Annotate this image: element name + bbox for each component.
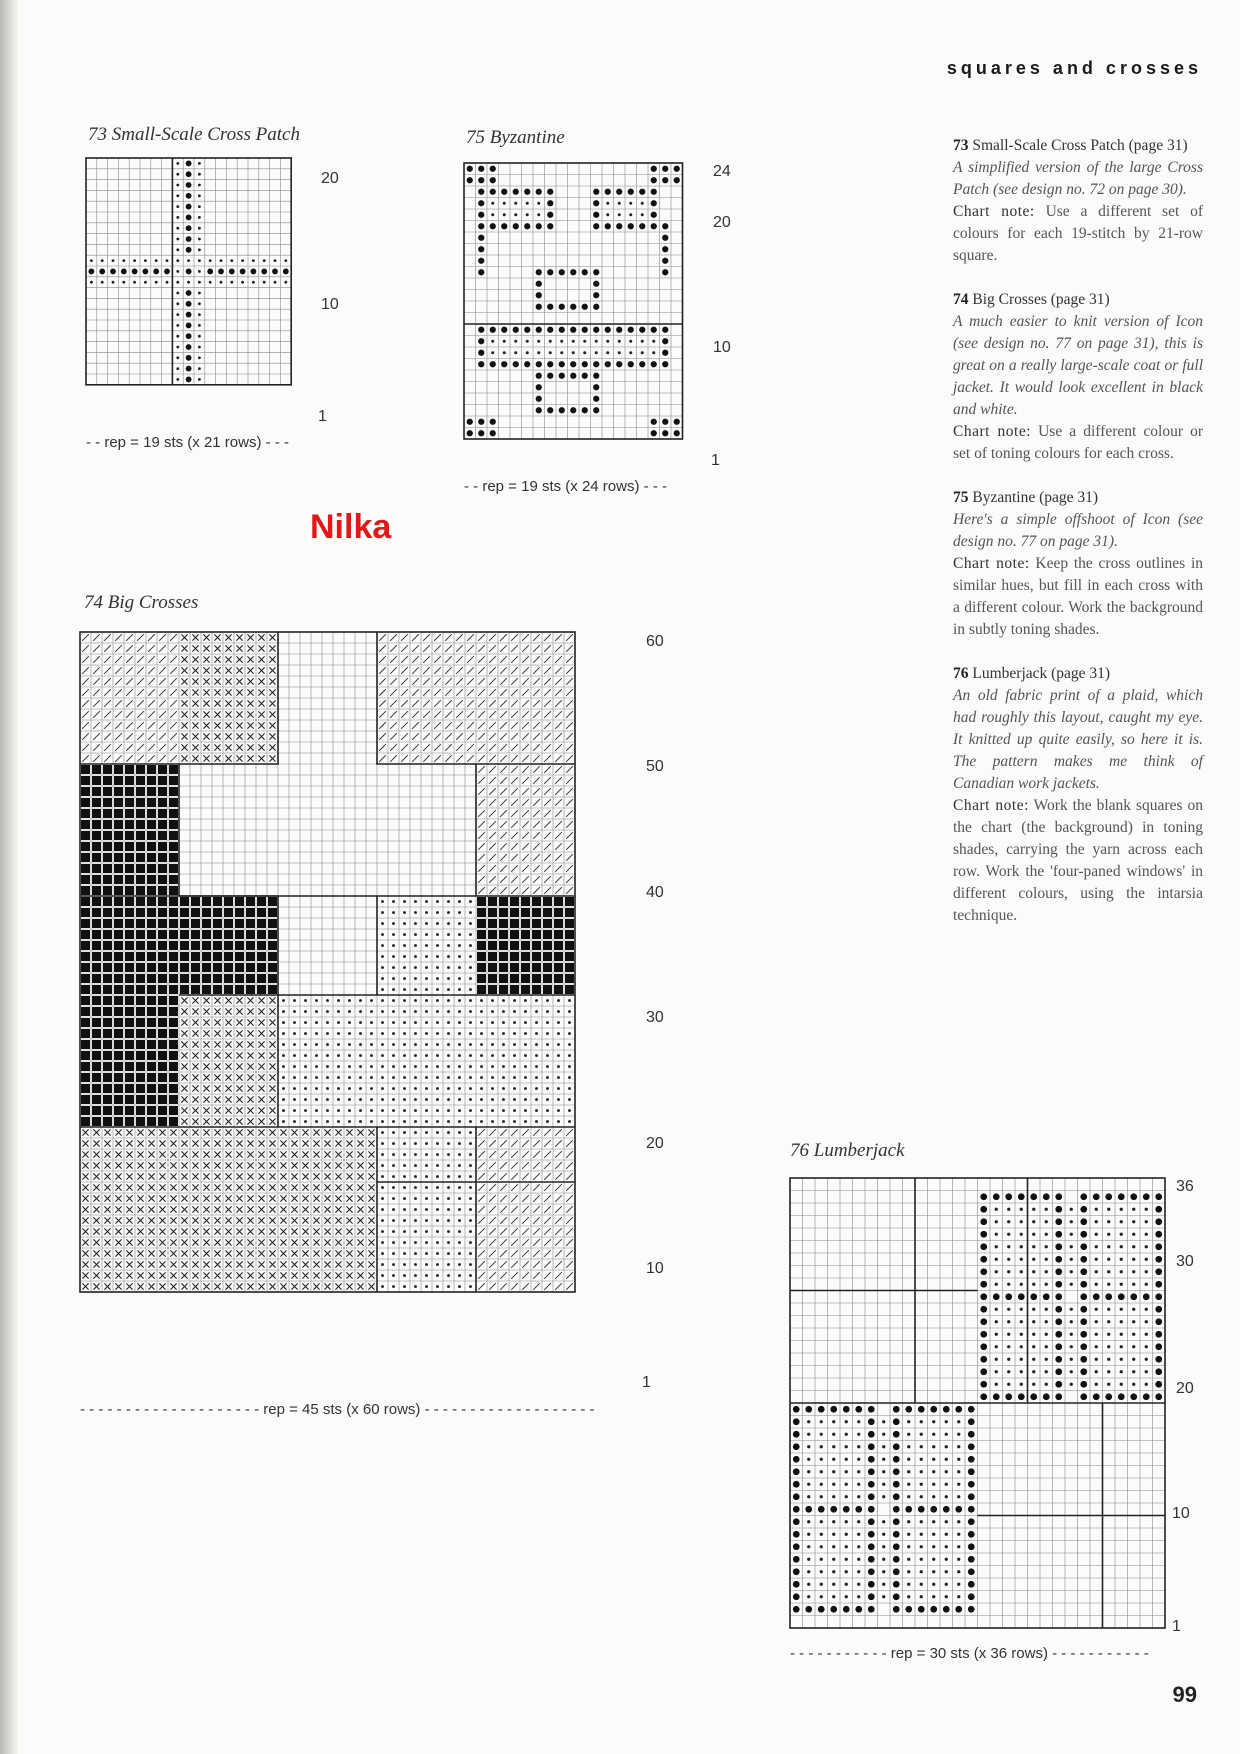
note-73: 73 Small-Scale Cross Patch (page 31) A simplified version of the large Cross Patch (see design no. 72 on page 30). Chart note: Use a different set of colours for each 19-stitch by 21-row square. — [953, 137, 1203, 264]
chart-76-repeat: - - - - - - - - - - - rep = 30 sts (x 36 rows) - - - - - - - - - - - — [790, 1645, 1149, 1662]
chart-76-title: 76 Lumberjack — [790, 1140, 905, 1161]
chart-73-row-label: 10 — [321, 296, 339, 313]
chart-74-row-label: 50 — [646, 758, 664, 775]
chart-74-repeat: - - - - - - - - - - - - - - - - - - - - rep = 45 sts (x 60 rows) - - - - - - - - - - - - - - - - - - - — [80, 1401, 595, 1418]
watermark: Nilka — [310, 508, 392, 546]
chart-74-row-label: 20 — [646, 1135, 664, 1152]
chart-73-title: 73 Small-Scale Cross Patch — [88, 124, 300, 145]
chart-76-row-label: 1 — [1172, 1618, 1181, 1635]
chart-75-row-label: 24 — [713, 163, 731, 180]
chart-74-row-label: 40 — [646, 884, 664, 901]
chart-75-repeat: - - rep = 19 sts (x 24 rows) - - - — [464, 478, 667, 495]
design-notes — [953, 135, 1203, 949]
chart-75-title: 75 Byzantine — [466, 127, 565, 148]
chart-76-row-label: 20 — [1176, 1380, 1194, 1397]
chart-73-row-label: 20 — [321, 170, 339, 187]
note-75: 75 Byzantine (page 31) Here's a simple offshoot of Icon (see design no. 77 on page 31). Chart note: Keep the cross outlines in similar hues, but fill in each cross with a different colour. Work the background in subtly toning shades. — [953, 489, 1204, 638]
chart-75-grid — [464, 163, 704, 468]
chart-73-grid — [86, 158, 314, 421]
chart-74-grid — [80, 632, 640, 1382]
chart-75-row-label: 1 — [711, 452, 720, 469]
chart-74-row-label: 10 — [646, 1260, 664, 1277]
chart-73-repeat: - - rep = 19 sts (x 21 rows) - - - — [86, 434, 289, 451]
chart-76-row-label: 10 — [1172, 1505, 1190, 1522]
chart-76-grid — [790, 1178, 1170, 1638]
book-spine-shadow — [0, 0, 18, 1754]
note-74: 74 Big Crosses (page 31) A much easier to knit version of Icon (see design no. 77 on page 31), this is great on a really large-scale coat or full jacket. It would look excellent in black and white. Chart note: Use a different colour or set of toning colours for each cross. — [953, 291, 1204, 462]
chart-76-row-label: 36 — [1176, 1178, 1194, 1195]
chart-76-row-label: 30 — [1176, 1253, 1194, 1270]
section-heading: squares and crosses — [946, 58, 1202, 78]
chart-75-row-label: 10 — [713, 339, 731, 356]
page-number: 99 — [1172, 1682, 1197, 1707]
chart-73-row-label: 1 — [318, 408, 327, 425]
chart-74-row-label: 30 — [646, 1009, 664, 1026]
chart-74-title: 74 Big Crosses — [84, 592, 199, 613]
chart-74-row-label: 1 — [642, 1374, 651, 1391]
chart-74-row-label: 60 — [646, 633, 664, 650]
chart-75-row-label: 20 — [713, 214, 731, 231]
note-76: 76 Lumberjack (page 31) An old fabric print of a plaid, which had roughly this layout, caught my eye. It knitted up quite easily, so here it is. The pattern makes me think of Canadian work jackets. Chart note: Work the blank squares on the chart (the background) in toning shades, carrying the yarn across each row. Work the 'four-paned windows' in different colours, using the intarsia technique. — [953, 665, 1203, 924]
